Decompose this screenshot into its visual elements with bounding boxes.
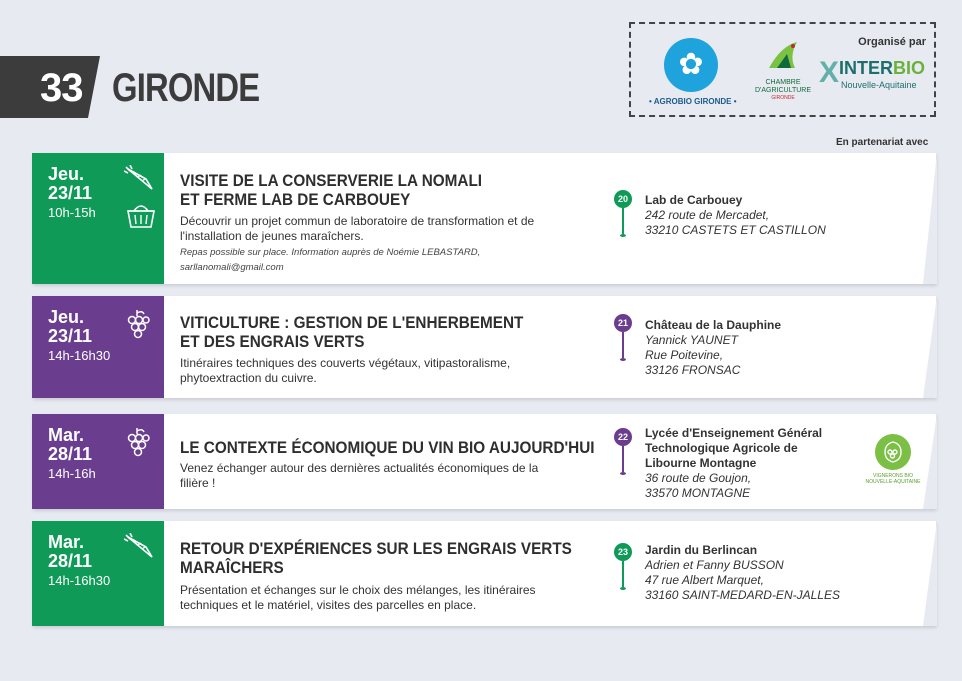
address-line: 242 route de Mercadet, [645, 208, 770, 222]
chambre-line2: D'AGRICULTURE [754, 87, 812, 94]
partner-label: En partenariat avec [836, 137, 929, 148]
event-time: 14h-16h30 [48, 348, 111, 363]
event-description: Itinéraires techniques des couverts végétaux, vitipastoralisme, phytoextraction du cuivre. [180, 356, 511, 385]
address-line: 36 route de Goujon, [645, 471, 752, 485]
event-description: Découvrir un projet commun de laboratoire de transformation et de l'installation de jeunes maraîchers. [180, 214, 535, 243]
event-time: 14h-16h [48, 466, 96, 481]
agrobio-logo [649, 38, 737, 110]
pin-number: 23 [614, 543, 632, 561]
chambre-agriculture-logo [753, 38, 813, 104]
event-title: LE CONTEXTE ÉCONOMIQUE DU VIN BIO AUJOURD'HUI [180, 438, 595, 457]
event-day: Mar. [48, 532, 85, 552]
chambre-line3: GIRONDE [771, 95, 795, 101]
event-title: VISITE DE LA CONSERVERIE LA NOMALI ET FERME LAB DE CARBOUEY [180, 171, 483, 209]
map-pin-icon [614, 314, 630, 361]
event-date-block [32, 153, 164, 284]
event-location [645, 426, 822, 501]
pin-number: 22 [614, 428, 632, 446]
event-card [32, 296, 936, 398]
agrobio-label: • AGROBIO GIRONDE • [649, 97, 737, 106]
basket-icon [124, 201, 158, 229]
address-line: 33210 CASTETS ET CASTILLON [645, 223, 826, 237]
location-name: Technologique Agricole de [645, 441, 798, 455]
event-description: Présentation et échanges sur le choix des mélanges, les itinéraires techniques et le matériel, visites des parcelles en place. [180, 583, 536, 612]
address-line: Rue Poitevine, [645, 348, 724, 362]
organizers-label: Organisé par [858, 36, 926, 48]
location-name: Lab de Carbouey [645, 193, 743, 207]
event-location [645, 318, 781, 378]
chambre-line1: CHAMBRE [765, 79, 801, 86]
event-description: Venez échanger autour des dernières actualités économiques de la filière ! [180, 461, 539, 490]
location-name: Jardin du Berlincan [645, 543, 758, 557]
event-date: 28/11 [48, 444, 93, 464]
interbio-x-icon: X [819, 56, 840, 89]
event-day: Jeu. [48, 164, 85, 184]
interbio-logo [819, 54, 933, 94]
address-line: 33126 FRONSAC [645, 363, 741, 377]
carrot-icon [124, 165, 158, 193]
chambre-leaf-icon [765, 38, 801, 74]
location-name: Libourne Montagne [645, 456, 757, 470]
vignerons-bio-label: VIGNERONS BIO NOUVELLE-AQUITAINE [865, 473, 921, 485]
event-card [32, 414, 936, 509]
grape-icon [124, 310, 150, 342]
event-date: 28/11 [48, 551, 93, 571]
address-line: 33570 MONTAGNE [645, 486, 751, 500]
map-pin-icon [614, 190, 630, 237]
department-name: GIRONDE [112, 66, 260, 110]
vignerons-bio-logo [862, 434, 924, 485]
map-pin-icon [614, 428, 630, 475]
vine-leaf-icon [875, 434, 911, 470]
event-date: 23/11 [48, 183, 93, 203]
event-title: RETOUR D'EXPÉRIENCES SUR LES ENGRAIS VERTS MARAÎCHERS [180, 539, 572, 577]
interbio-name: INTERBIO [839, 58, 926, 78]
department-number: 33 [40, 66, 83, 110]
event-card [32, 521, 936, 626]
address-line: 33160 SAINT-MEDARD-EN-JALLES [645, 588, 840, 602]
pin-number: 21 [614, 314, 632, 332]
event-date-block [32, 414, 164, 509]
location-name: Château de la Dauphine [645, 318, 782, 332]
event-card [32, 153, 936, 284]
event-time: 14h-16h30 [48, 573, 111, 588]
event-location [645, 543, 840, 603]
event-note: Repas possible sur place. Information auprès de Noémie LEBASTARD, sarllanomali@gmail.com [180, 247, 481, 273]
event-day: Mar. [48, 425, 85, 445]
event-date-block [32, 521, 164, 626]
address-line: Adrien et Fanny BUSSON [645, 558, 784, 572]
event-title: VITICULTURE : GESTION DE L'ENHERBEMENT ET DES ENGRAIS VERTS [180, 313, 524, 351]
event-date: 23/11 [48, 326, 93, 346]
location-name: Lycée d'Enseignement Général [645, 426, 823, 440]
event-day: Jeu. [48, 307, 85, 327]
organizers-box [629, 22, 936, 117]
map-pin-icon [614, 543, 630, 590]
pin-number: 20 [614, 190, 632, 208]
grape-icon [124, 428, 150, 460]
interbio-subtitle: Nouvelle-Aquitaine [841, 80, 917, 90]
event-date-block [32, 296, 164, 398]
event-location [645, 193, 826, 238]
carrot-icon [124, 533, 158, 561]
address-line: Yannick YAUNET [645, 333, 738, 347]
agrobio-flower-icon: ✿ [664, 38, 718, 92]
address-line: 47 rue Albert Marquet, [645, 573, 764, 587]
event-time: 10h-15h [48, 205, 96, 220]
